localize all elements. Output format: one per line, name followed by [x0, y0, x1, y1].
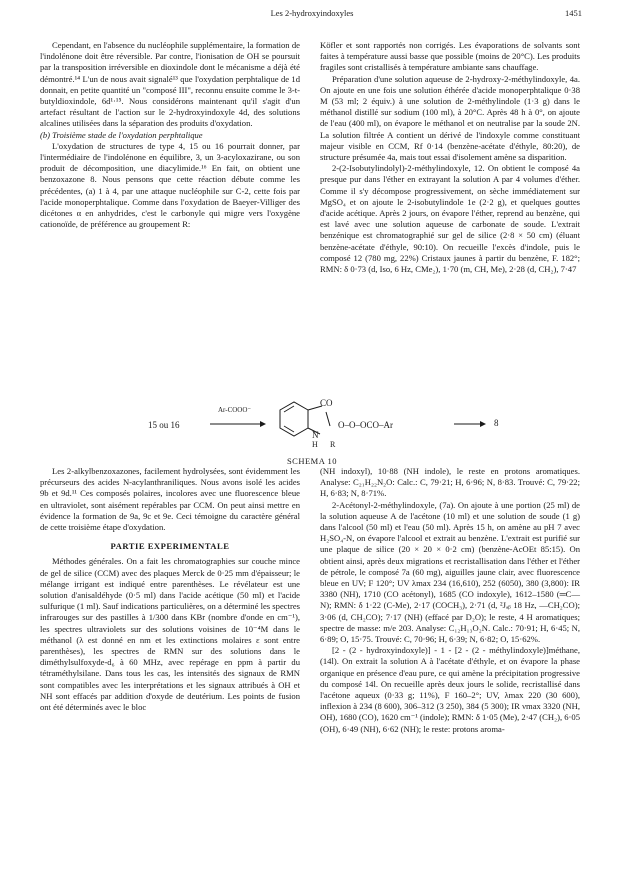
paragraph: [2 - (2 - hydroxyindoxyle)] - 1 - [2 - (2 - méthylindoxyle)]méthane, (14l). On extrait la solution A à l'acétate d'éthyle, et on évapore la phase organique en présence d'eau pure, ce qui amène la précipitation progressive du composé 14l. On recueille après deux jours le solide, recristallisé dans l'acétone aqueux (0·33 g; 11%), F 160–2°; UV, λmax 220 (30 600), inflexion à 234 (8 600), 306–312 (3 250), 384 (5 300); IR νmax 3320 (NH, OH), 1680 (CO), 1620 cm⁻¹ (indole); RMN: δ 1·05 (Me), 2·47 (CH₂), 6·05 (OH), 6·49 (NH), 6·62 (NH); le reste: protons aroma-	[320, 645, 580, 734]
carbonyl-label: CO	[320, 398, 333, 408]
reagent-label: Ar-COOO⁻	[218, 406, 252, 414]
paragraph: 2-Acétonyl-2-méthylindoxyle, (7a). On ajoute à une portion (25 ml) de la solution aqueuse A de l'acétone (10 ml) et une solution de soude (1 g) dans l'alcool (50 ml) et l'eau (50 ml). Après 15 h, on amène au pH 7 avec H₂SO₄-N, on évapore l'alcool et extrait au benzène. L'extrait est purifié sur une plaque de silice (20 × 20 × 0·2 cm) (benzène-AcOEt 85:15). On obtient ainsi, après deux migrations et recristallisation dans l'éther et l'éther de pétrole, le composé 7a (60 mg), aiguilles jaune clair, avec fluorescence bleue en UV; F 120°; UV λmax 234 (16,610), 252 (6050), 380 (3,800): IR 3380 (NH), 1710 (CO acétonyl), 1685 (CO indoxyle), 1612–1580 (═C—N); RMN: δ 1·22 (C-Me), 2·17 (COCH₃), 2·71 (d, ²Jₐᵦ 18 Hz, —CH₂CO); 3·06 (d, CH₂CO); 7·17 (NH) (effacé par D₂O); le reste, 4 H aromatiques; spectre de masse: m/e 203. Analyse: C₁₂H₁₃O₂N. Calc.: 70·91; H, 6·45; N, 6·89; O, 15·75. Trouvé: C, 70·96; H, 6·39; N, 6·82; O, 15·62%.	[320, 499, 580, 645]
paragraph: Les 2-alkylbenzoxazones, facilement hydrolysées, sont évidemment les précurseurs des acides N-acylanthraniliques. Nous avons isolé les acides 9b et 9d.¹¹ Ces composés polaires, incolores avec une fluorescence bleue en ultraviolet, sont aisément repérables par CCM. On peut ainsi mettre en évidence la formation de 9a, 9c et 9e. Ceci témoigne du caractère général de cette troisième étape d'oxydation.	[40, 466, 300, 533]
page-number: 1451	[565, 8, 582, 18]
peroxy-label: O–O–OCO–Ar	[338, 420, 393, 430]
paragraph: L'oxydation de structures de type 4, 15 ou 16 pourrait donner, par l'intermédiaire de l'indolénone en équilibre, 3, un 3-acyloxazirane, ou son produit de décomposition, une diacylimide.¹⁶ En fait, on obtient une benzoxazone 8. Nous pensons que cette réaction débute comme les précédentes, (a) 1 à 4, par une attaque nucléophile sur C-2, cette fois par l'acide monoperphtalique. Comme dans l'oxydation de Baeyer-Villiger des dicétones α en anhydrides, c'est le carbonyle qui migre vers l'oxygène cationoïde, de préférence au groupement R:	[40, 140, 300, 230]
section-heading: PARTIE EXPERIMENTALE	[110, 541, 230, 552]
arrow-head	[260, 421, 266, 427]
paragraph: (NH indoxyl), 10·88 (NH indole), le reste en protons aromatiques. Analyse: C₂₁H₂₂N₂O: Calc.: C, 79·21; H, 6·96; N, 8·83. Trouvé: C, 79·22; H, 6·83; N, 8·71%.	[320, 466, 580, 499]
paragraph: Köfler et sont rapportés non corrigés. Les évaporations de solvants sont faites à température aussi basse que possible (moins de 20°C). Les produits fragiles sont cristallisés à température ambiante sans chauffage.	[320, 40, 580, 73]
hydrogen-label: H	[312, 440, 318, 449]
paragraph: Préparation d'une solution aqueuse de 2-hydroxy-2-méthylindoxyle, 4a. On ajoute en une fois une solution éthérée d'acide monoperphtalique 0·38 M (53 ml; 2 équiv.) à une solution de 2-méthylindole (1·3 g) dans le méthanol distillé sur sodium (100 ml), à 20°C. Après 48 h à 0°, on ajoute de l'eau (400 ml), on évapore le méthanol et on neutralise par la soude 2N. La solution filtrée A contient un dérivé de l'indoxyle comme constituant majeur visible en CCM, Rf 0·14 (benzène-acétate d'éthyle, 80:20), de structure présumée 4a, mais tout essai d'isolement amène sa disparition.	[320, 73, 580, 163]
paragraph: 2-(2-Isobutylindolyl)-2-méthylindoxyle, 12. On obtient le composé 4a presque pur dans l'éther en extrayant la solution A par 4 volumes d'éther. Comme il s'y décompose progressivement, on sèche immédiatement sur MgSO₄ et on ajoute le 2-isobutylindole 1e (2·2 g), et quelques gouttes d'acide acétique. Après 2 jours, on évapore l'éther, reprend au benzène, qui est lavé avec une solution aqueuse de carbonate de soude. L'extrait benzénique est chromatographié sur gel de silice (2·8 × 50 cm) (éluant benzène-acétate d'éthyle, 90:10). On recueille l'excès d'indole, puis le composé 12 (780 mg, 22%) Cristaux jaunes à partir du benzène, F. 182°; RMN: δ 0·73 (d, Iso, 6 Hz, CMe₂), 1·70 (m, CH, Me), 2·28 (d, CH₂), 7·47	[320, 163, 580, 275]
reactant-label: 15 ou 16	[148, 420, 180, 430]
left-column-bottom	[40, 466, 300, 713]
right-column-bottom	[320, 466, 580, 735]
arrow-head	[480, 421, 486, 427]
benzene-ring	[280, 402, 308, 436]
nitrogen-label: N	[312, 430, 319, 440]
section-heading: (b) Troisième stade de l'oxydation perphtalique	[40, 129, 203, 140]
left-column-top	[40, 40, 300, 230]
paragraph: Méthodes générales. On a fait les chromatographies sur couche mince de gel de silice (CCM) avec des plaques Merck de 0·25 mm d'épaisseur; le mélange irrigant est indiqué entre parenthèses. Le révélateur est une solution d'anisaldéhyde (0·5 ml) dans l'acide acétique (50 ml) et l'acide sulfurique (1 ml). Sauf indications particulières, on a déterminé les spectres infrarouges sur des pastilles à 1/300 dans KBr (nombre d'onde en cm⁻¹), les spectres ultraviolets sur des solutions voisines de 10⁻⁴M dans le méthanol (λ est donné en nm et les extinctions molaires ε sont entre parenthèses), les spectres de RMN sur des solutions dans le diméthylsulfoxyde-d₆ à 60 MHz, avec repérage en ppm à partir du tétraméthylsilane. Dans tous les cas, les intensités des signaux de RMN sont compatibles avec les interprétations et les signaux attribués à OH et NH sont effacés par addition d'oxyde de deutérium. Les points de fusion ont été déterminés avec le bloc	[40, 556, 300, 713]
right-column-top	[320, 40, 580, 275]
bond	[326, 412, 330, 426]
running-header	[0, 8, 624, 22]
running-title: Les 2-hydroxyindoxyles	[270, 8, 354, 18]
r-group-label: R	[330, 440, 336, 449]
product-label: 8	[494, 418, 499, 428]
scheme-caption: SCHEMA 10	[286, 456, 338, 466]
paragraph: Cependant, en l'absence du nucléophile supplémentaire, la formation de l'indolénone doit être réversible. Par contre, l'ionisation de OH se poursuit par la transposition irréversible en dioxindole dont le mécanisme a déjà été démontré.¹⁴ L'un de nous avait signalé¹³ que l'oxydation perphtalique de 1d donnait, en petite quantité un "composé III", reconnu ensuite comme le 3-t-butyldioxindole, 6d¹·¹⁵. Nous considérons maintenant qu'il s'agit d'un artefact résultant de l'action sur le 2-hydroxyindoxyle 4d, des solutions alcalines utilisées dans la séparation des produits d'oxydation.	[40, 40, 300, 129]
